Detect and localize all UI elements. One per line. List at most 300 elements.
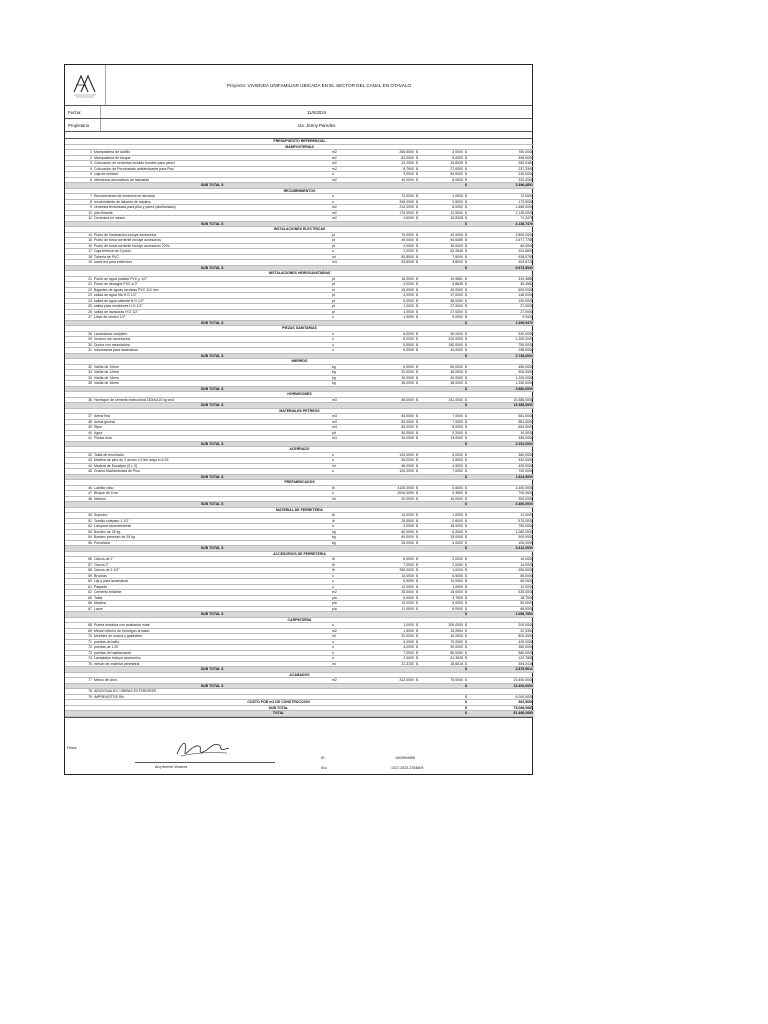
item-unit-price: 10,0000 [420,579,464,585]
item-unit-price: 2,0000 [420,557,464,563]
subtotal-value: 4.136,7476 [468,221,534,227]
currency-symbol: $ [465,700,467,704]
currency-symbol: $ [465,243,467,248]
currency-symbol: $ [465,276,467,281]
item-unit: pt [331,309,375,315]
item-number: 71 [65,639,93,645]
item-quantity: 4100,0000 [375,485,415,491]
item-total: 14,0000 [468,562,534,568]
item-unit: pt [331,282,375,288]
item-description: Lija y para lavamanos [93,579,331,585]
item-unit: u [331,337,375,343]
item-quantity: 83,0000 [375,414,415,420]
item-description: Arena fina [93,414,331,420]
item-total: 525,0000 [468,590,534,596]
currency-symbol: $ [465,221,467,226]
currency-symbol: $ [465,590,467,594]
item-number: 16 [65,243,93,249]
item-unit-price: 181,0000 [420,397,464,403]
currency-symbol: $ [415,650,420,656]
currency-symbol: $ [415,232,420,238]
item-total: 2.460,0000 [468,485,534,491]
item-unit-price: 15,2894 [420,628,464,634]
item-total: 800,0000 [468,634,534,640]
currency-symbol: $ [415,260,420,266]
item-description: Piedra bola [93,436,331,442]
currency-symbol: $ [415,634,420,640]
item-unit: m2 [331,210,375,216]
currency-symbol: $ [415,177,420,183]
item-quantity: 60,0000 [375,535,415,541]
item-number: 1 [65,150,93,156]
item-number: 42 [65,452,93,458]
currency-symbol: $ [465,199,467,204]
item-quantity: 83,8000 [375,260,415,266]
item-quantity: 6,0000 [375,557,415,563]
item-unit-price: 8,0000 [420,205,464,211]
currency-symbol: $ [465,436,467,440]
item-number: 21 [65,282,93,288]
item-quantity: 21,3100 [375,661,415,667]
item-description: Caja térmica de 2 polos [93,249,331,255]
item-quantity: 4,5000 [375,216,415,222]
item-quantity: 62,0000 [375,155,415,161]
currency-symbol: $ [415,293,420,299]
item-description: Bondex premium de 25 kg [93,535,331,541]
currency-symbol: $ [415,518,420,524]
currency-symbol: $ [415,166,420,172]
currency-symbol: $ [415,491,420,497]
item-number: 34 [65,375,93,381]
subtotal-label: SUB TOTAL $ [93,353,331,359]
item-unit: u [331,342,375,348]
item-number: 6 [65,177,93,183]
currency-symbol: $ [465,342,467,347]
subtotal-label: SUB TOTAL $ [93,265,331,271]
currency-symbol: $ [465,469,467,473]
item-total: 320,0000 [468,177,534,183]
item-unit: pt [331,243,375,249]
item-description: Marmol [93,496,331,502]
item-unit-price: 37,0000 [420,293,464,299]
item-number: 55 [65,540,93,546]
owner-value: sra. Jenny Paredes [297,122,336,128]
currency-symbol: $ [465,161,467,165]
item-unit-price: 1,0000 [420,194,464,200]
currency-symbol: $ [465,183,467,187]
currency-symbol: $ [465,331,467,336]
item-quantity: 96,0000 [375,463,415,469]
item-unit: u [331,331,375,337]
item-number: 3 [65,161,93,167]
item-unit-price: 3,7500 [420,595,464,601]
item-description: Ceramica en meson [93,216,331,222]
currency-symbol: $ [465,656,467,660]
section-title: MATERIAL DE FERRETERIA [65,507,534,513]
currency-symbol: $ [415,381,420,387]
item-unit: m2 [331,150,375,156]
item-quantity: 312,0000 [375,678,415,684]
currency-symbol: $ [465,452,467,457]
item-number: 41 [65,436,93,442]
currency-symbol: $ [465,293,467,297]
item-description: salida de lavadoras H.G 1/2" [93,309,331,315]
currency-symbol: $ [465,210,467,215]
item-number: 12 [65,216,93,222]
item-description: puertas de habitaciones [93,650,331,656]
currency-symbol: $ [415,535,420,541]
currency-symbol: $ [465,518,467,523]
item-unit: u [331,249,375,255]
subtotal-value: 3.412,0000 [468,546,534,552]
item-number: 29 [65,337,93,343]
item-number: 30 [65,342,93,348]
item-description: ceramica texturizada para piso y pared (abrillantado) [93,205,331,211]
subtotal-label: SUB TOTAL $ [93,474,331,480]
item-number: 49 [65,513,93,519]
item-total: 1.696,0000 [468,205,534,211]
item-description: Varilla de 12mm [93,370,331,376]
grand-subtotal-value: 75.068,0685 [468,705,534,711]
currency-symbol: $ [465,348,467,352]
item-number: 36 [65,397,93,403]
item-unit: u [331,199,375,205]
item-unit: m3 [331,425,375,431]
currency-symbol: $ [415,606,420,612]
item-unit: m2 [331,177,375,183]
item-number: 52 [65,524,93,530]
item-unit-price: 40,0000 [420,287,464,293]
currency-symbol: $ [465,458,467,462]
item-quantity: 8,7900 [375,166,415,172]
currency-symbol: $ [465,491,467,495]
currency-symbol: $ [465,265,467,270]
currency-symbol: $ [465,287,467,292]
item-number: 43 [65,458,93,464]
item-unit: m2 [331,678,375,684]
item-unit-price: 0,6000 [420,518,464,524]
currency-symbol: $ [415,628,420,634]
item-description: Muebles de cocina y gabinetes [93,634,331,640]
item-total: 18,7500 [468,595,534,601]
item-quantity: 5,0000 [375,298,415,304]
section-title: ACCESORIOS DE FERRETERIA [65,551,534,557]
currency-symbol: $ [415,513,420,519]
item-total: 60,0000 [468,243,534,249]
item-number: 40 [65,430,93,436]
item-quantity: 4,0000 [375,293,415,299]
currency-symbol: $ [465,177,467,182]
item-number: 11 [65,210,93,216]
header [65,65,532,106]
currency-symbol: $ [465,584,467,589]
item-quantity: 5,0000 [375,342,415,348]
item-number: 21 [65,276,93,282]
currency-symbol: $ [415,342,420,348]
item-description: Clavos de 2 1/2" [93,568,331,574]
item-total: 664,0000 [468,425,534,431]
subtotal-value: 2.291,0000 [468,441,534,447]
item-description: Porcelana [93,540,331,546]
item-total: 60,0000 [468,579,534,585]
item-unit: plt [331,430,375,436]
total-row [65,711,534,717]
item-unit: m3 [331,436,375,442]
item-unit-price: 27,0000 [420,166,464,172]
item-unit: pla [331,606,375,612]
currency-symbol: $ [465,414,467,418]
item-quantity: 83,0000 [375,419,415,425]
item-number: 74 [65,656,93,662]
currency-symbol: $ [465,634,467,638]
item-quantity: 2,0000 [375,243,415,249]
item-description: Sujeción [93,513,331,519]
item-quantity: 12,0000 [375,584,415,590]
currency-symbol: $ [415,397,420,403]
item-number: 32 [65,364,93,370]
subtotal-value: 6.673,5945 [468,265,534,271]
item-quantity: 212,0000 [375,205,415,211]
subtotal-label: SUB TOTAL $ [93,683,331,689]
item-unit: kg [331,381,375,387]
item-quantity: 85,0000 [375,397,415,403]
item-number: 35 [65,381,93,387]
currency-symbol: $ [415,452,420,458]
item-total: 200,0000 [468,623,534,629]
currency-symbol: $ [415,249,420,255]
currency-symbol: $ [415,430,420,436]
subtotal-label: SUB TOTAL $ [93,546,331,552]
item-total: 2.125,0000 [468,210,534,216]
currency-symbol: $ [415,276,420,282]
item-number: 15 [65,238,93,244]
item-quantity: 20,0000 [375,634,415,640]
item-unit-price: 45,0000 [420,370,464,376]
item-total: 12,0000 [468,513,534,519]
item-total: 50,0000 [468,601,534,607]
item-total: 432,0000 [468,463,534,469]
currency-symbol: $ [465,606,467,611]
item-description: Inodoro con accesorios [93,337,331,343]
budget-table [65,139,534,717]
item-unit-price: 3,0000 [420,150,464,156]
section-title: ACABADOS [65,672,534,678]
item-number: 31 [65,348,93,354]
item-description: Cemento brillante [93,590,331,596]
item-number: 17 [65,249,93,255]
item-description: mesón de material perimetral [93,661,331,667]
item-description: Recubrimiento de ceramica en fachada [93,194,331,200]
item-quantity: 25,0000 [375,540,415,546]
currency-symbol: $ [465,315,467,319]
item-unit: u [331,584,375,590]
currency-symbol: $ [465,612,467,616]
item-total: 190,0000 [468,298,534,304]
item-quantity: 1,0000 [375,304,415,310]
item-unit: pt [331,298,375,304]
item-unit-price: 52,2845 [420,249,464,255]
item-unit-price: 18,6815 [420,661,464,667]
currency-symbol: $ [465,705,467,710]
signature-line [135,762,275,763]
item-quantity: 9,0000 [375,364,415,370]
subtotal-value: 1.824,5000 [468,474,534,480]
item-number: 51 [65,518,93,524]
item-total: 172,5000 [468,199,534,205]
item-description: Hormigon de cemento estructural 1500x210 kg cm2 [93,397,331,403]
subtotal-label: SUB TOTAL $ [93,403,331,409]
currency-symbol: $ [465,540,467,545]
section-title: HORMIGONES [65,392,534,398]
currency-symbol: $ [465,546,467,550]
currency-symbol: $ [415,287,420,293]
item-unit-price: 7,5000 [420,254,464,260]
signature-icon [173,736,233,760]
item-quantity: 22,2900 [375,161,415,167]
currency-symbol: $ [465,155,467,160]
item-description: Agua [93,430,331,436]
item-unit-price: 3,0000 [420,452,464,458]
item-total: 23.400,0000 [468,678,534,684]
item-quantity: 250,0000 [375,150,415,156]
item-quantity: 1,0000 [375,315,415,321]
item-unit: kg [331,364,375,370]
currency-symbol: $ [465,216,467,220]
date-value: 11/6/2024 [306,109,327,115]
item-unit-price: 54,6485 [420,238,464,244]
currency-symbol: $ [465,623,467,627]
currency-symbol: $ [465,711,467,715]
item-unit-price: 8,0000 [420,177,464,183]
doc-title: PRESUPUESTO REFERENCIAL [65,139,534,144]
item-number: 28 [65,331,93,337]
currency-symbol: $ [415,524,420,530]
item-quantity: 35,0000 [375,436,415,442]
item-number: 72 [65,645,93,651]
item-quantity: 12,0000 [375,513,415,519]
item-total: 300,0000 [468,496,534,502]
subtotal-value: 15.385,0000 [468,403,534,409]
currency-symbol: $ [415,205,420,211]
currency-symbol: $ [465,419,467,424]
currency-symbol: $ [465,562,467,567]
currency-symbol: $ [415,436,420,442]
item-description: salida de agua fria H.G 1/2" [93,293,331,299]
item-description: Ladrillo visto [93,485,331,491]
item-number: 2 [65,155,93,161]
item-number: 67 [65,606,93,612]
item-description: Varilla de 14mm [93,375,331,381]
item-unit-price: 9,8645 [420,282,464,288]
currency-symbol: $ [415,469,420,475]
item-unit-price: 43,0000 [420,348,464,354]
item-unit: m3 [331,414,375,420]
subtotal-value: 1.056,7500 [468,612,534,618]
item-total: 319,4889 [468,276,534,282]
currency-symbol: $ [465,249,467,253]
item-total: 420,0000 [468,639,534,645]
item-unit: u [331,315,375,321]
currency-symbol: $ [415,485,420,491]
section-title: PREFABRICADOS [65,480,534,486]
item-unit: m2 [331,161,375,167]
item-total: 394,2416 [468,661,534,667]
item-unit-price: 4,5000 [420,463,464,469]
item-description: Mesón interior de hormigon armado [93,628,331,634]
currency-symbol: $ [465,529,467,534]
item-description: Punto de toma corriente incluye accesorios 220v [93,243,331,249]
currency-symbol: $ [415,238,420,244]
item-description: mezcladora para lavamanos [93,348,331,354]
item-number: 68 [65,623,93,629]
item-quantity: 10,0000 [375,573,415,579]
item-unit-price: 75,0000 [420,678,464,684]
item-quantity: 6,0000 [375,331,415,337]
item-unit: kg [331,370,375,376]
item-unit-price: 80,0000 [420,650,464,656]
item-unit-price: 50,0000 [420,364,464,370]
item-description: Punto de Iluminación incluye accesorios [93,232,331,238]
senescyt-label: Sro [321,765,327,770]
item-unit-price: 61,3928 [420,656,464,662]
currency-symbol: $ [465,403,467,407]
item-unit-price: 1,0000 [420,584,464,590]
currency-symbol: $ [415,557,420,563]
section-title: MAMPOSTERIAS [65,144,534,150]
item-total: 65,0000 [468,573,534,579]
currency-symbol: $ [415,656,420,662]
item-quantity: 1,5000 [375,628,415,634]
item-quantity: 30,0000 [375,375,415,381]
currency-symbol: $ [415,540,420,546]
item-unit: ml [331,496,375,502]
item-quantity: 83,8000 [375,254,415,260]
item-quantity: 70,0000 [375,232,415,238]
item-quantity: 15,0000 [375,287,415,293]
item-unit: pt [331,276,375,282]
item-quantity: 170,0000 [375,210,415,216]
currency-symbol: $ [415,584,420,590]
currency-symbol: $ [465,166,467,171]
currency-symbol: $ [465,254,467,259]
currency-symbol: $ [465,694,467,699]
item-number: 26 [65,309,93,315]
spacer [65,132,532,139]
item-unit: u [331,172,375,178]
item-description: ADICIONALES / OBRAS EXTERIORES [93,689,331,695]
item-unit-price: 6,2000 [420,529,464,535]
section-title: HIERROS [65,359,534,365]
currency-symbol: $ [415,639,420,645]
item-quantity: 100,0000 [375,469,415,475]
item-unit-price: 200,0000 [420,623,464,629]
item-total: 71,2476 [468,216,534,222]
currency-symbol: $ [415,155,420,161]
currency-symbol: $ [465,397,467,402]
item-total: 900,0000 [468,370,534,376]
item-quantity: 35,0000 [375,381,415,387]
item-quantity: 5,0000 [375,595,415,601]
cost-per-m2-value: 362,5000 [468,700,534,706]
currency-symbol: $ [415,425,420,431]
subtotal-label: SUB TOTAL $ [93,320,331,326]
currency-symbol: $ [415,243,420,249]
item-number: 46 [65,485,93,491]
item-total: 15.385,0000 [468,397,534,403]
item-description: puertas de 1.20 [93,645,331,651]
item-unit: u [331,469,375,475]
item-total: 750,0000 [468,524,534,530]
